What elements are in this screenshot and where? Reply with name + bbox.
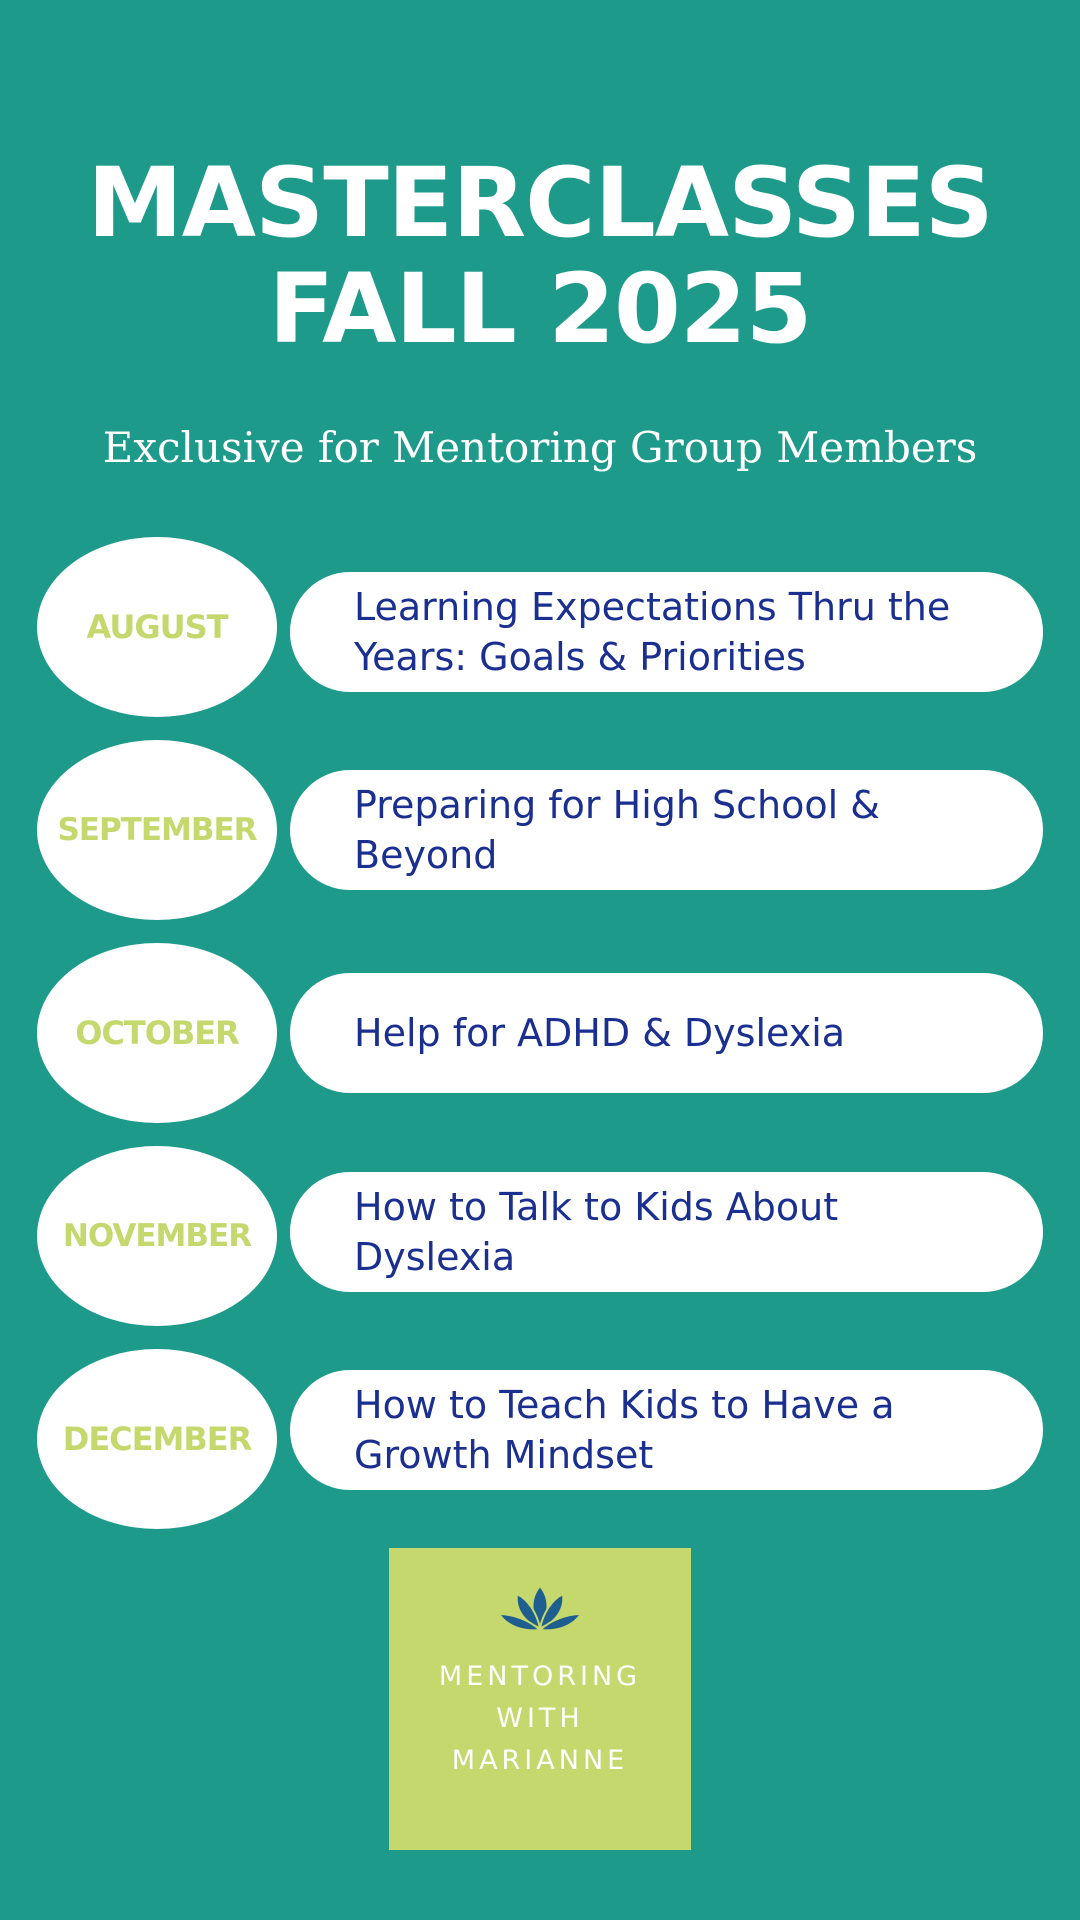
logo-line-1: MENTORING xyxy=(438,1661,642,1692)
topic-pill xyxy=(290,572,1043,692)
brand-logo xyxy=(389,1548,691,1850)
topic-pill xyxy=(290,1370,1043,1490)
topic-label: Help for ADHD & Dyslexia xyxy=(354,1011,846,1055)
month-label: AUGUST xyxy=(86,608,228,646)
topic-label: How to Talk to Kids About Dyslexia xyxy=(354,1185,839,1279)
month-label: DECEMBER xyxy=(62,1420,252,1458)
month-badge xyxy=(37,943,277,1123)
logo-line-2: WITH xyxy=(496,1703,584,1734)
month-badge xyxy=(37,740,277,920)
topic-pill xyxy=(290,973,1043,1093)
month-badge xyxy=(37,537,277,717)
schedule-row-october xyxy=(0,943,1080,1123)
topic-pill xyxy=(290,770,1043,890)
topic-label: Preparing for High School & Beyond xyxy=(354,783,880,877)
lotus-icon xyxy=(495,1580,585,1640)
schedule-row-december xyxy=(0,1349,1080,1529)
topic-label: Learning Expectations Thru the Years: Goals & Priorities xyxy=(354,585,951,679)
month-badge xyxy=(37,1349,277,1529)
schedule-row-september xyxy=(0,740,1080,920)
month-label: NOVEMBER xyxy=(62,1218,252,1254)
title-line-2: FALL 2025 xyxy=(268,253,812,365)
logo-line-3: MARIANNE xyxy=(451,1745,629,1776)
topic-label: How to Teach Kids to Have a Growth Mindset xyxy=(354,1383,895,1477)
month-badge xyxy=(37,1146,277,1326)
schedule-row-august xyxy=(0,537,1080,717)
logo-text xyxy=(389,1656,691,1782)
page-title xyxy=(0,147,1080,365)
title-line-1: MASTERCLASSES xyxy=(87,147,993,259)
topic-pill xyxy=(290,1172,1043,1292)
month-label: OCTOBER xyxy=(75,1014,239,1052)
month-label: SEPTEMBER xyxy=(57,812,257,848)
schedule-row-november xyxy=(0,1146,1080,1326)
subtitle: Exclusive for Mentoring Group Members xyxy=(102,423,978,472)
